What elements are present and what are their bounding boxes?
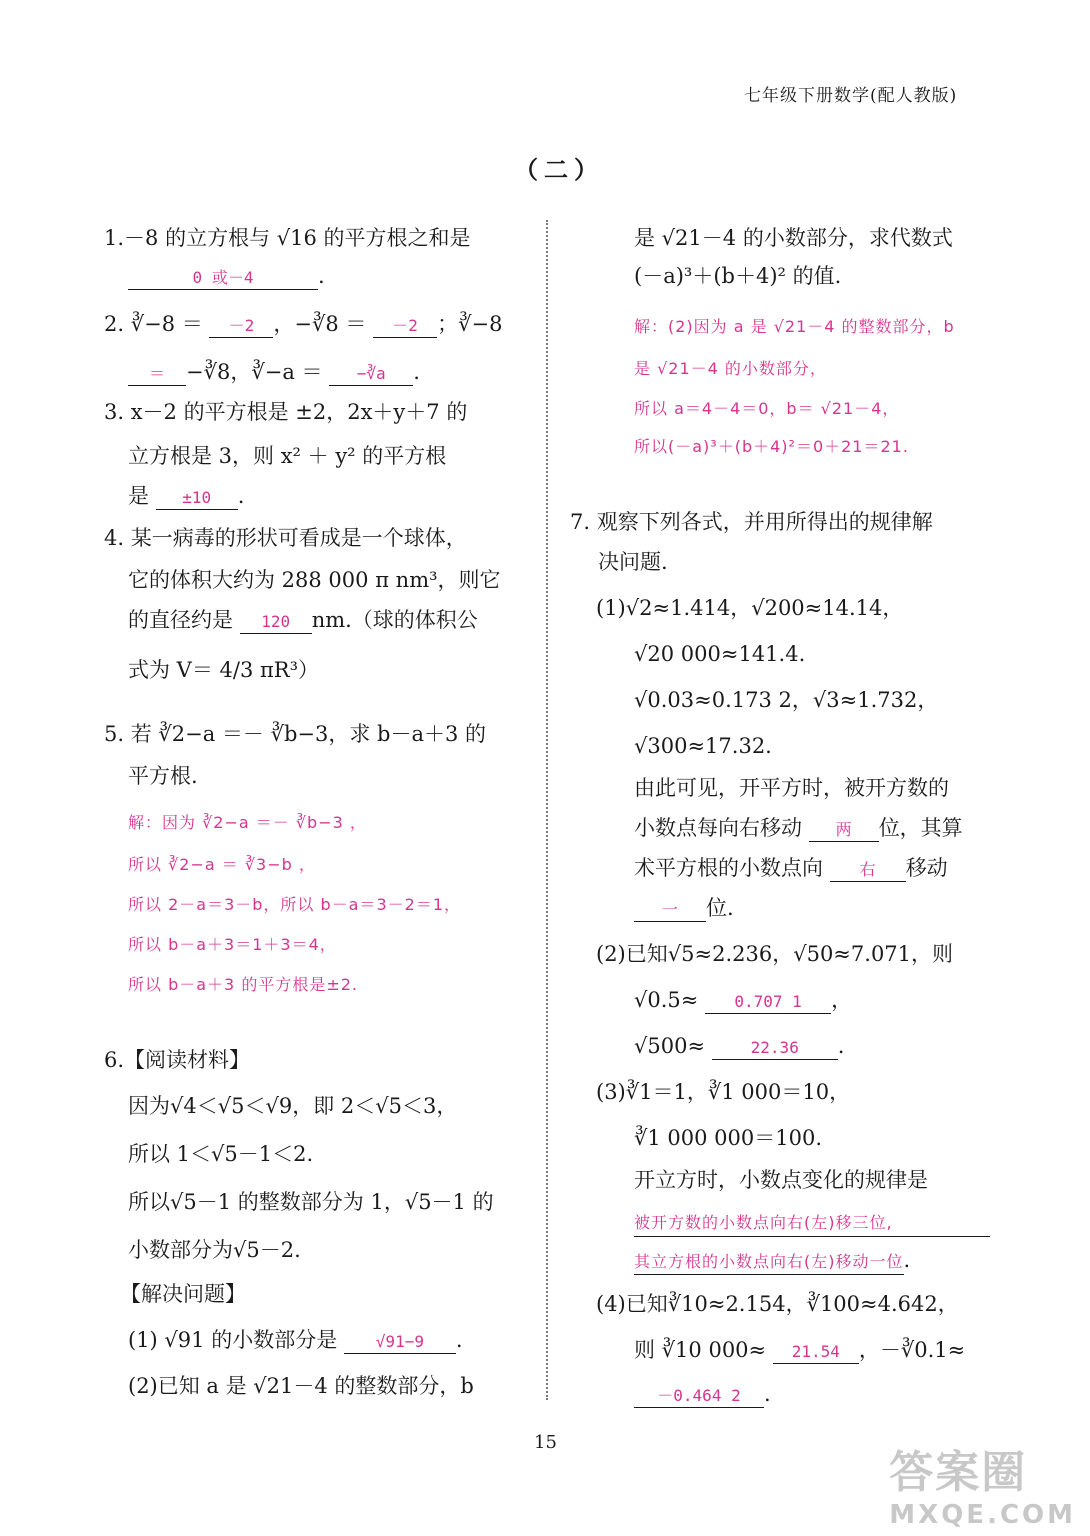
q7-p2-answer2: 22.36 (750, 1038, 799, 1057)
q7-p2-line2 (634, 990, 852, 1014)
q3-line2: 立方根是 3，则 x² ＋ y² 的平方根 (128, 444, 447, 468)
q5-solution-5: 所以 b－a＋3 的平方根是±2. (128, 975, 358, 994)
q7-p4-line3 (634, 1384, 771, 1408)
q2-answer4: −∛a (356, 364, 386, 383)
q2-answer2: －2 (392, 316, 418, 335)
q7-p1-blank2 (830, 858, 906, 882)
q7-p1-text2 (634, 818, 963, 842)
column-divider (546, 220, 548, 1400)
q7-p2-line3 (634, 1036, 844, 1060)
q7-p3-answer1: 被开方数的小数点向右(左)移三位, (634, 1210, 990, 1237)
q7-line1: 7. 观察下列各式，并用所得出的规律解 (570, 510, 933, 534)
q7-p4-blank2 (634, 1384, 764, 1408)
page-number: 15 (534, 1432, 557, 1453)
q6-solution-4: 所以(－a)³＋(b＋4)²＝0＋21＝21. (634, 437, 909, 456)
q7-p1-text2a: 小数点每向右移动 (634, 816, 802, 840)
q7-p1-text3a: 术平方根的小数点向 (634, 856, 823, 880)
q6-part1-answer: √91−9 (375, 1332, 424, 1351)
q1-answer-line (128, 266, 325, 290)
q2-answer3: ＝ (148, 364, 165, 383)
q7-p1-text4 (634, 898, 734, 922)
q7-p4-answer2: －0.464 2 (657, 1386, 741, 1405)
q7-p1-text3 (634, 858, 948, 882)
q7-p1-answer2: 右 (859, 860, 876, 879)
q2-text-b: ，−∛8 ＝ (273, 312, 367, 336)
q5-line2: 平方根. (128, 764, 198, 788)
q7-p1-blank3 (634, 898, 706, 922)
q7-p2-blank2 (712, 1036, 838, 1060)
q7-line2: 决问题. (598, 550, 668, 574)
q5-solution-3: 所以 2－a＝3－b，所以 b－a＝3－2＝1， (128, 895, 461, 914)
q7-p4-blank1 (773, 1340, 859, 1364)
q7-p4-end: . (764, 1382, 771, 1406)
q6-read-1: 因为√4＜√5＜√9，即 2＜√5＜3， (128, 1094, 458, 1118)
q7-p1-answer1: 两 (835, 820, 852, 839)
q7-p1-answer3: 一 (661, 900, 678, 919)
q7-p2-text-b: √500≈ (634, 1034, 706, 1058)
q6-part2-line3: (－a)³＋(b＋4)² 的值. (634, 264, 842, 288)
q5-solution-4: 所以 b－a＋3＝1＋3＝4， (128, 935, 337, 954)
q6-part1 (128, 1330, 463, 1354)
q6-read-2: 所以 1＜√5－1＜2. (128, 1142, 314, 1166)
q7-p3-line3: 开立方时，小数点变化的规律是 (634, 1168, 928, 1192)
q7-p1-line4: √300≈17.32. (634, 734, 772, 758)
q7-p3-answer2: 其立方根的小数点向右(左)移动一位 (634, 1252, 904, 1275)
q6-solution-1: 解：(2)因为 a 是 √21－4 的整数部分，b (634, 317, 955, 336)
q6-heading: 6.【阅读材料】 (104, 1048, 251, 1072)
q4-line3 (128, 610, 478, 634)
watermark-url: MXQE.COM (889, 1500, 1076, 1530)
q1-answer: 0 或－4 (192, 268, 254, 287)
q6-solve-heading: 【解决问题】 (120, 1282, 246, 1306)
q4-text-b: nm.（球的体积公 (311, 608, 478, 632)
q3-answer: ±10 (182, 488, 212, 507)
q5-solution-1: 解：因为 ∛2−a ＝－ ∛b−3 ， (128, 813, 367, 832)
q7-p2-answer1: 0.707 1 (734, 992, 802, 1011)
section-title: （二） (514, 155, 604, 184)
q1-line1: 1.－8 的立方根与 √16 的平方根之和是 (104, 226, 471, 250)
q7-p2-blank1 (705, 990, 831, 1014)
q7-p3-line1: (3)∛1＝1，∛1 000＝10， (596, 1080, 851, 1104)
watermark (889, 1436, 1076, 1530)
q7-p2-b-end: . (837, 1034, 845, 1058)
q7-p2-text-a: √0.5≈ (634, 988, 699, 1012)
q7-p3-line2: ∛1 000 000＝100. (634, 1126, 823, 1150)
q7-p4-line2 (634, 1340, 965, 1364)
q6-read-4: 小数部分为√5－2. (128, 1238, 301, 1262)
q7-p1-line1: (1)√2≈1.414，√200≈14.14， (596, 596, 904, 620)
q2-blank4 (329, 362, 413, 386)
q3-text: 是 (128, 484, 149, 508)
q6-part1-end: . (455, 1328, 463, 1352)
q4-line1: 4. 某一病毒的形状可看成是一个球体， (104, 526, 467, 550)
q5-solution-2: 所以 ∛2−a ＝ ∛3−b ， (128, 855, 316, 874)
q6-part2-line1: (2)已知 a 是 √21－4 的整数部分，b (128, 1374, 474, 1398)
q7-p1-text1: 由此可见，开平方时，被开方数的 (634, 776, 949, 800)
q5-line1: 5. 若 ∛2−a ＝－ ∛b−3，求 b－a＋3 的 (104, 722, 487, 746)
q6-solution-2: 是 √21－4 的小数部分， (634, 359, 827, 378)
q6-part1-blank (344, 1330, 456, 1354)
q7-p1-text4-end: 位. (706, 896, 734, 920)
q4-answer: 120 (261, 612, 291, 631)
q7-p1-line2: √20 000≈141.4. (634, 642, 806, 666)
q7-p1-text2b: 位，其算 (878, 816, 963, 840)
q7-p3-end: . (903, 1248, 911, 1272)
q2-line2 (128, 362, 420, 386)
q7-p2-line1: (2)已知√5≈2.236，√50≈7.071，则 (596, 942, 954, 966)
q2-end: . (413, 360, 420, 384)
q2-blank1 (209, 314, 273, 338)
q2-answer1: －2 (228, 316, 255, 335)
q6-part2-line2: 是 √21－4 的小数部分，求代数式 (634, 226, 953, 250)
q1-answer-blank (128, 266, 318, 290)
q7-p1-line3: √0.03≈0.173 2，√3≈1.732， (634, 688, 939, 712)
watermark-logo: 答案圈 (889, 1447, 1028, 1498)
q6-read-3: 所以√5－1 的整数部分为 1，√5－1 的 (128, 1190, 494, 1214)
q4-line2: 它的体积大约为 288 000 π nm³，则它 (128, 568, 501, 592)
q3-end: . (237, 484, 245, 508)
q2-blank2 (373, 314, 437, 338)
q7-p4-line1: (4)已知∛10≈2.154，∛100≈4.642， (596, 1292, 959, 1316)
q2-text-d: −∛8，∛−a ＝ (186, 360, 323, 384)
q4-line4: 式为 V＝ 4/3 πR³） (128, 658, 320, 682)
q7-p4-answer1: 21.54 (791, 1342, 840, 1361)
q6-solution-3: 所以 a＝4－4＝0，b＝ √21－4， (634, 399, 900, 418)
q7-p4-text-b: ，－∛0.1≈ (858, 1338, 966, 1362)
q7-p1-text3b: 移动 (905, 856, 948, 880)
q4-blank (240, 610, 312, 634)
q3-line3 (128, 486, 244, 510)
q2-line1 (104, 314, 502, 338)
q7-p2-a-end: ， (831, 988, 853, 1012)
book-title: 七年级下册数学(配人教版) (744, 86, 958, 106)
q7-p1-blank1 (809, 818, 879, 842)
q7-p3-line5 (634, 1250, 910, 1271)
q4-text-a: 的直径约是 (128, 608, 233, 632)
q1-end: . (318, 264, 325, 288)
q2-blank3 (128, 362, 186, 386)
q3-blank (156, 486, 238, 510)
q7-p4-text-a: 则 ∛10 000≈ (634, 1338, 767, 1362)
q3-line1: 3. x－2 的平方根是 ±2，2x＋y＋7 的 (104, 400, 468, 424)
q6-part1-text: (1) √91 的小数部分是 (128, 1328, 338, 1352)
q2-text-a: 2. ∛−8 ＝ (104, 312, 203, 336)
q2-text-c: ；∛−8 (437, 312, 503, 336)
